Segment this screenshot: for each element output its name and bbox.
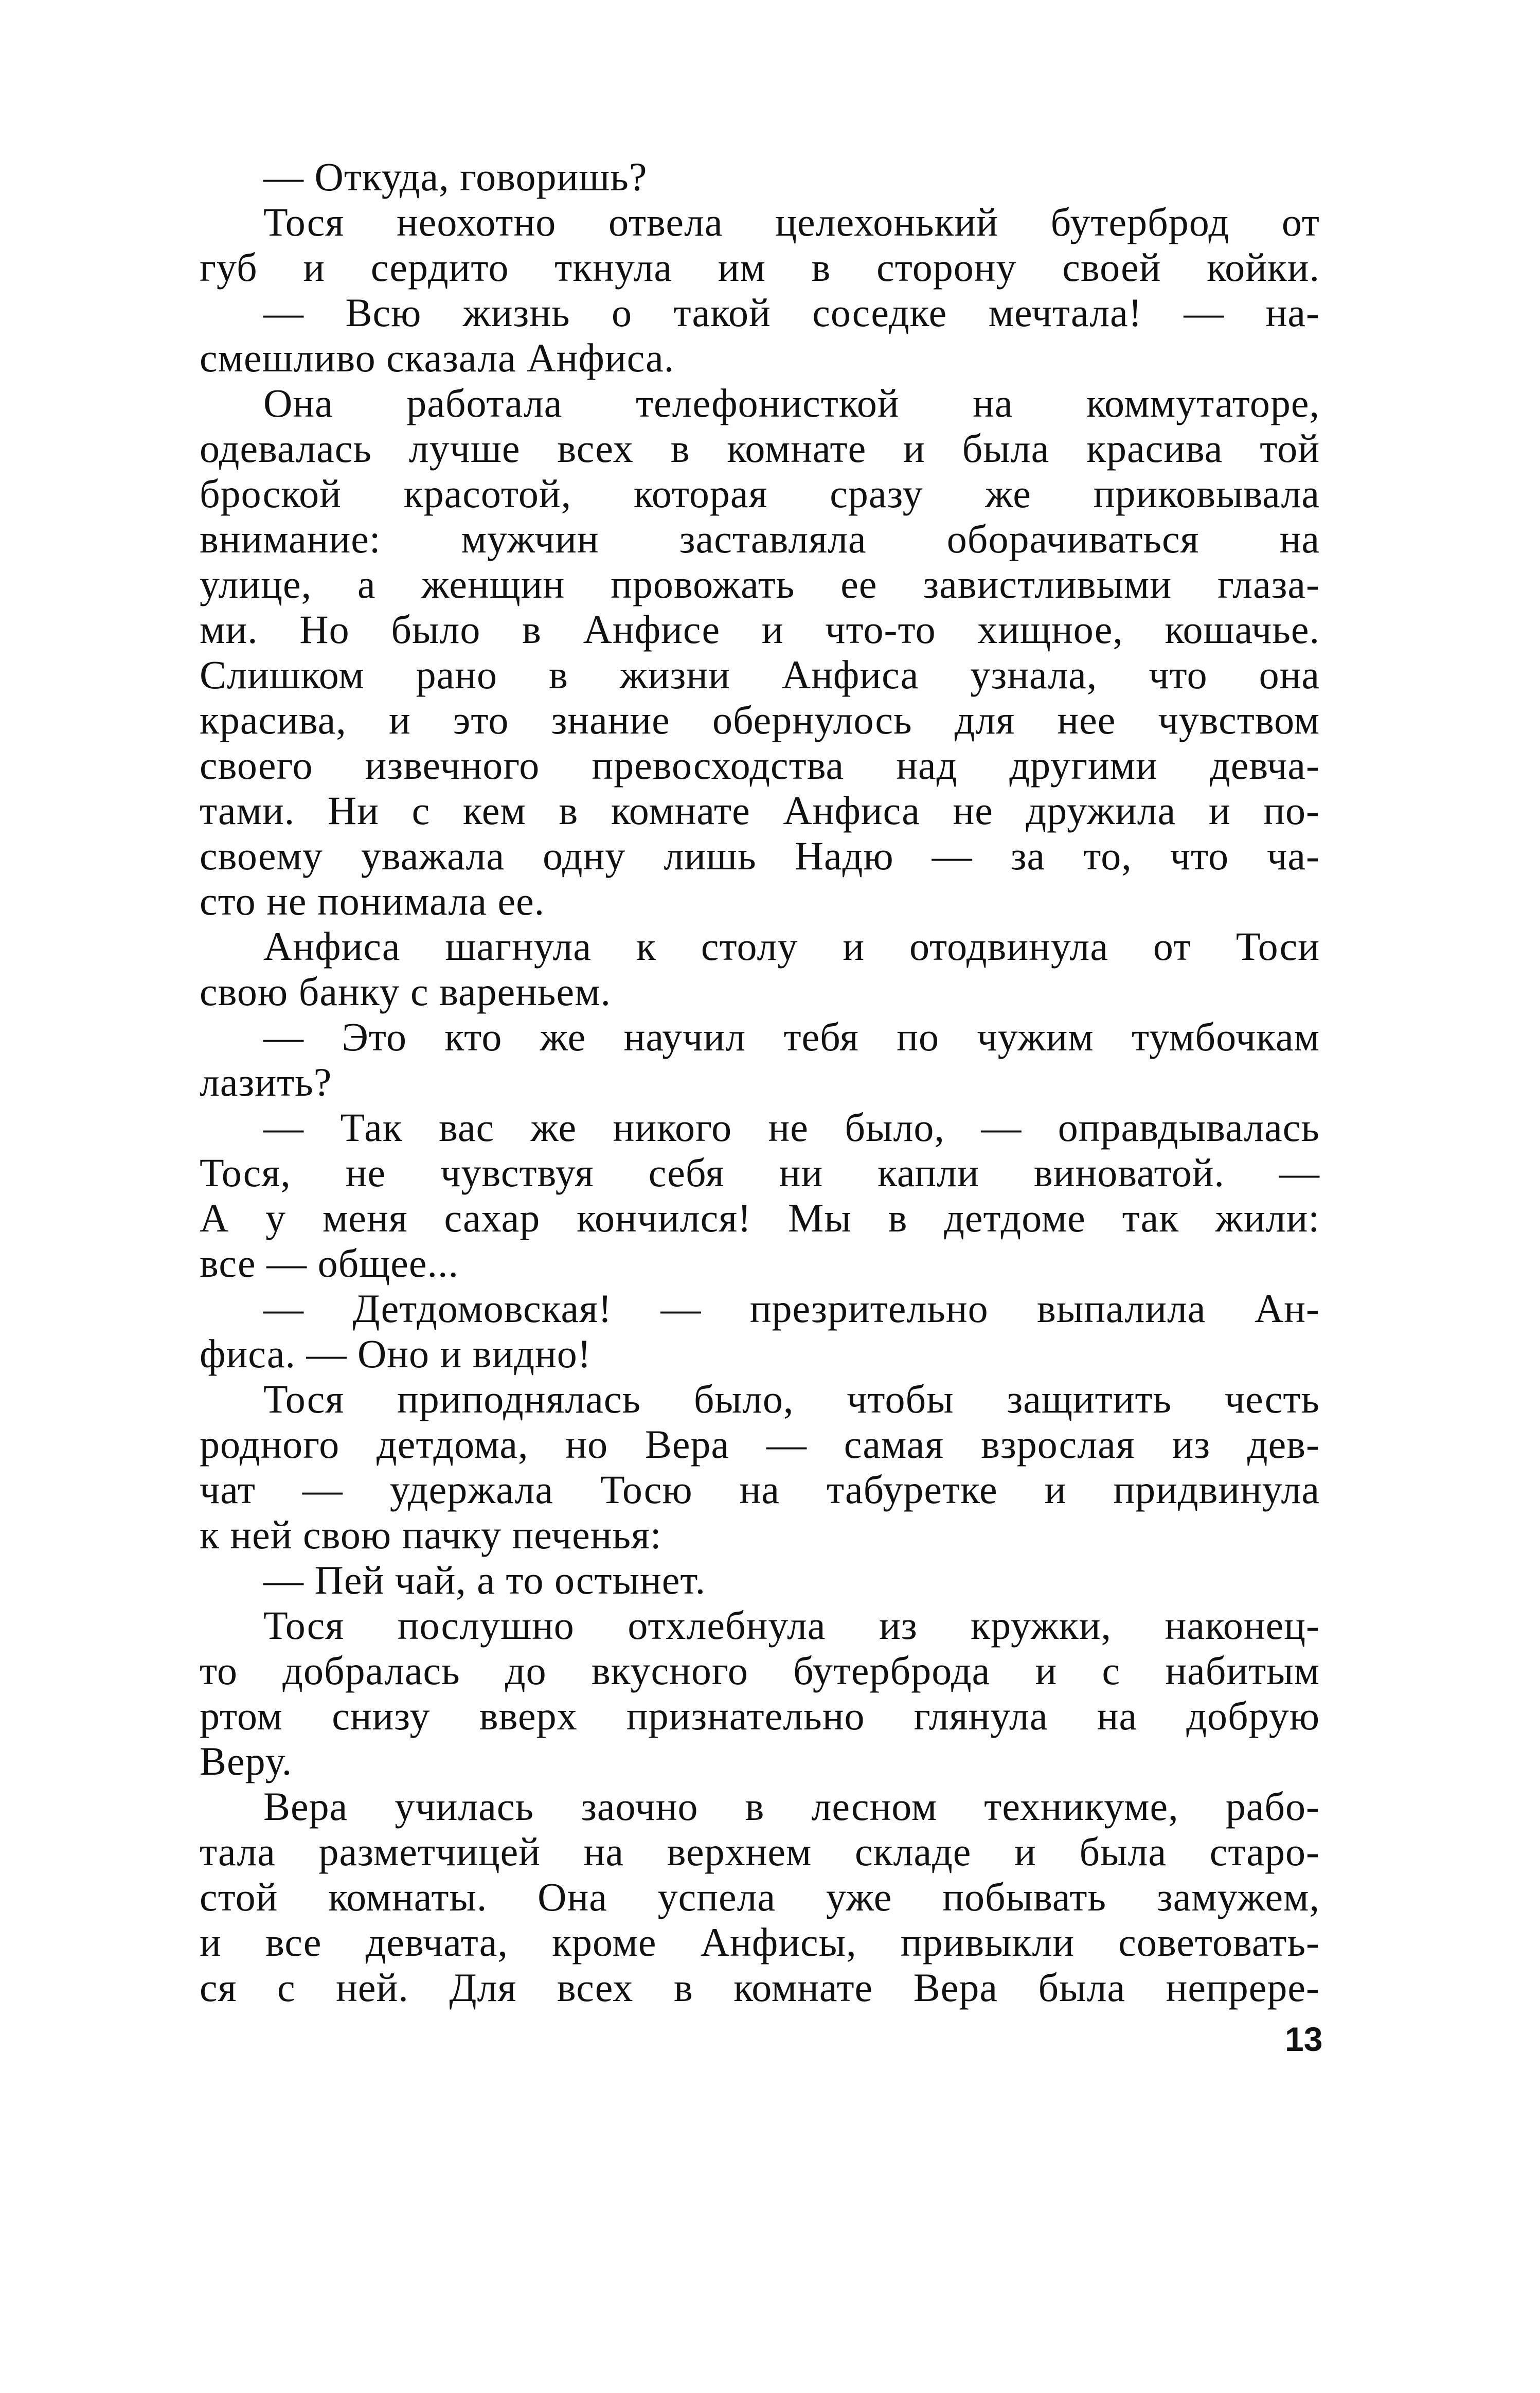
text-line: лазить?	[200, 1060, 332, 1104]
text-line: внимание: мужчин заставляла оборачиваться на	[200, 516, 1320, 561]
text-line: то добралась до вкусного бутерброда и с набитым	[200, 1648, 1320, 1693]
text-line: А у меня сахар кончился! Мы в детдоме так жили:	[200, 1195, 1320, 1240]
text-line: все — общее...	[200, 1241, 459, 1285]
text-line: одевалась лучше всех в комнате и была красива той	[200, 426, 1320, 471]
text-line: родного детдома, но Вера — самая взрослая из дев-	[200, 1422, 1320, 1467]
text-line: — Детдомовская! — презрительно выпалила Ан-	[263, 1286, 1320, 1331]
text-line: Тося неохотно отвела целехонький бутерброд от	[263, 200, 1320, 244]
text-line: стой комнаты. Она успела уже побывать замужем,	[200, 1874, 1320, 1919]
text-line: фиса. — Оно и видно!	[200, 1331, 592, 1376]
text-line: и все девчата, кроме Анфисы, привыкли советовать-	[200, 1920, 1320, 1965]
text-line: — Это кто же научил тебя по чужим тумбочкам	[263, 1014, 1320, 1059]
text-line: сто не понимала ее.	[200, 879, 545, 923]
text-line: ми. Но было в Анфисе и что-то хищное, кошачье.	[200, 607, 1320, 652]
text-line: Тося, не чувствуя себя ни капли виноватой. —	[200, 1150, 1320, 1195]
text-line: ртом снизу вверх признательно глянула на добрую	[200, 1693, 1320, 1738]
body-text	[200, 154, 1320, 2010]
text-line: своему уважала одну лишь Надю — за то, что ча-	[200, 833, 1320, 878]
text-line: губ и сердито ткнула им в сторону своей койки.	[200, 245, 1320, 290]
text-line: — Так вас же никого не было, — оправдывалась	[263, 1105, 1320, 1150]
page-number: 13	[1285, 2020, 1323, 2058]
text-line: своего извечного превосходства над другими девча-	[200, 743, 1320, 788]
text-line: тами. Ни с кем в комнате Анфиса не дружила и по-	[200, 788, 1320, 833]
text-line: ся с ней. Для всех в комнате Вера была непрере-	[200, 1965, 1320, 2010]
text-line: красива, и это знание обернулось для нее чувством	[200, 698, 1320, 742]
text-line: Вера училась заочно в лесном техникуме, рабо-	[263, 1784, 1320, 1829]
text-line: — Откуда, говоришь?	[263, 154, 648, 199]
text-line: Слишком рано в жизни Анфиса узнала, что она	[200, 652, 1320, 697]
text-line: Тося приподнялась было, чтобы защитить честь	[263, 1377, 1320, 1421]
text-line: смешливо сказала Анфиса.	[200, 335, 675, 380]
text-line: Анфиса шагнула к столу и отодвинула от Тоси	[263, 924, 1320, 969]
text-line: Веру.	[200, 1739, 293, 1783]
text-line: к ней свою пачку печенья:	[200, 1512, 662, 1557]
text-line: улице, а женщин провожать ее завистливыми глаза-	[200, 562, 1320, 606]
text-line: Она работала телефонисткой на коммутаторе,	[263, 381, 1320, 425]
text-line: — Пей чай, а то остынет.	[263, 1558, 706, 1602]
text-line: броской красотой, которая сразу же приковывала	[200, 471, 1320, 516]
text-line: — Всю жизнь о такой соседке мечтала! — на-	[263, 290, 1320, 335]
text-line: тала разметчицей на верхнем складе и была старо-	[200, 1829, 1320, 1874]
text-line: чат — удержала Тосю на табуретке и придвинула	[200, 1467, 1320, 1512]
text-line: Тося послушно отхлебнула из кружки, наконец-	[263, 1603, 1320, 1648]
text-line: свою банку с вареньем.	[200, 969, 611, 1014]
